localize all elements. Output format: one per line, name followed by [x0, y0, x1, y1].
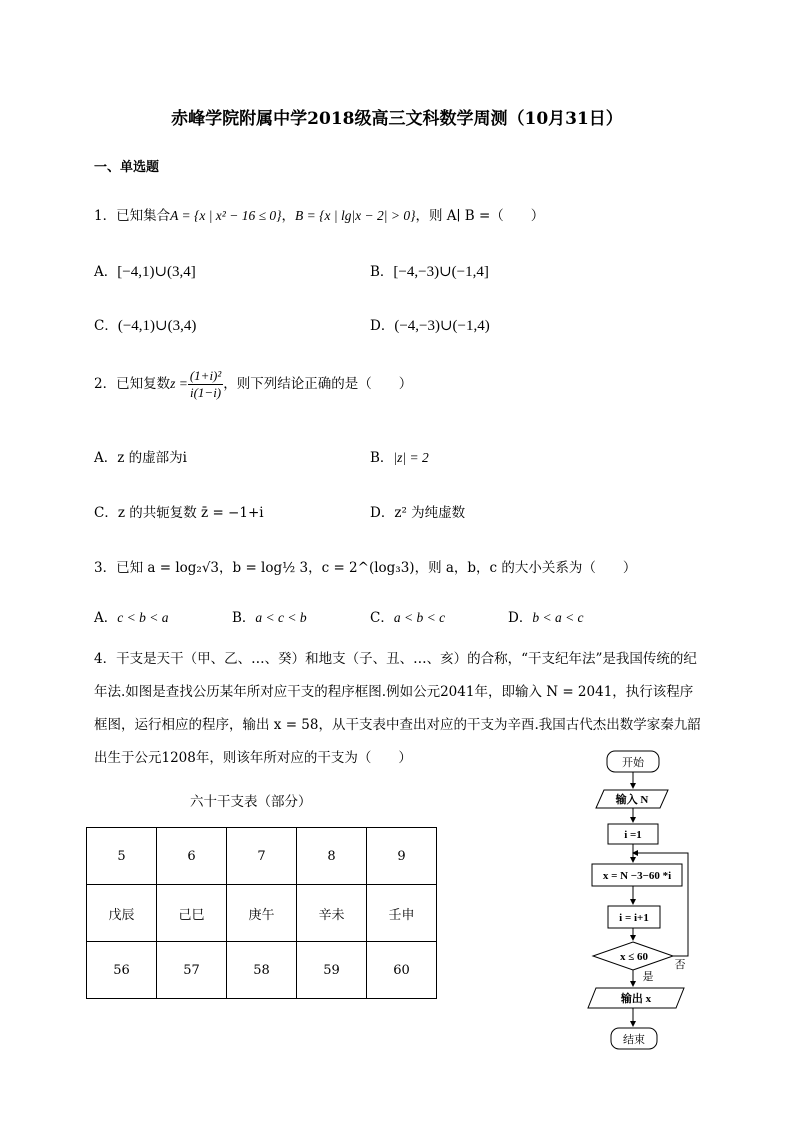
question-1: [94, 204, 544, 224]
question-2: [94, 368, 412, 401]
q2-option-d[interactable]: D．z² 为纯虚数: [370, 505, 466, 521]
table-row: [87, 885, 437, 942]
q3-option-a[interactable]: A．c < b < a: [94, 610, 169, 626]
q3-option-d[interactable]: D．b < a < c: [508, 610, 584, 626]
q3-option-c[interactable]: C．a < b < c: [370, 610, 446, 626]
q1-set-b: B = {x | lg|x − 2| > 0}: [295, 208, 416, 223]
flow-start-label: 开始: [622, 757, 644, 769]
q1-option-c[interactable]: C．(−4,1)∪(3,4): [94, 318, 197, 334]
table-cell: 60: [367, 942, 437, 999]
table-cell: 己巳: [157, 885, 227, 942]
q2-prefix: 2．已知复数: [94, 376, 171, 392]
ganzhi-table: [86, 827, 437, 999]
flow-init-label: i =1: [624, 829, 642, 841]
q1-comma: ，: [281, 208, 296, 224]
flow-yes-label: 是: [642, 971, 654, 983]
table-cell: 58: [227, 942, 297, 999]
flow-end-label: 结束: [623, 1034, 645, 1046]
table-row: [87, 942, 437, 999]
table-caption: 六十干支表（部分）: [190, 794, 312, 810]
flow-input-label: 输入 N: [615, 794, 649, 806]
table-cell: 9: [367, 828, 437, 885]
q1-option-a[interactable]: A．[−4,1)∪(3,4]: [94, 264, 196, 280]
section-heading: 一、单选题: [94, 160, 160, 175]
flowchart: [580, 745, 710, 1055]
q1-option-b[interactable]: B．[−4,−3)∪(−1,4]: [370, 264, 489, 280]
table-cell: 戊辰: [87, 885, 157, 942]
table-cell: 壬申: [367, 885, 437, 942]
question-4: 4．干支是天干（甲、乙、…、癸）和地支（子、丑、…、亥）的合称，“干支纪年法”是我国传统的纪年法.如图是查找公历某年所对应干支的程序框图.例如公元2041年，即输入 N = 2041，执行该程序框图，运行相应的程序，输出 x = 58，从干支表中查出对应的干支为辛酉.我国古代杰出数学家秦九韶出生于公元1208年，则该年所对应的干支为（ ）: [94, 651, 701, 766]
flow-no-label: 否: [674, 959, 686, 971]
page-title: 赤峰学院附属中学2018级高三文科数学周测（10月31日）: [171, 109, 623, 129]
table-cell: 6: [157, 828, 227, 885]
table-cell: 庚午: [227, 885, 297, 942]
question-3: 3．已知 a = log₂√3，b = log½ 3，c = 2^(log₃3)，则 a，b，c 的大小关系为（ ）: [94, 560, 637, 576]
flow-compute-label: x = N −3−60 *i: [602, 870, 672, 882]
table-cell: 辛未: [297, 885, 367, 942]
q1-set-a: A = {x | x² − 16 ≤ 0}: [170, 208, 282, 223]
table-cell: 56: [87, 942, 157, 999]
q2-option-c[interactable]: C．z 的共轭复数 z̄ = −1+i: [94, 505, 264, 521]
flow-output-label: 输出 x: [620, 993, 652, 1005]
q2-z: z =: [170, 376, 188, 391]
table-cell: 57: [157, 942, 227, 999]
q2-option-b[interactable]: B．|z| = 2: [370, 450, 429, 466]
flow-increment-label: i = i+1: [619, 912, 649, 924]
q2-option-a[interactable]: A．z 的虚部为i: [94, 450, 187, 466]
table-cell: 7: [227, 828, 297, 885]
table-cell: 59: [297, 942, 367, 999]
table-cell: 5: [87, 828, 157, 885]
q1-option-d[interactable]: D．(−4,−3)∪(−1,4): [370, 318, 490, 334]
q2-fraction: $\frac{\text{(1+i)²}}{i(1-i)}$: [189, 368, 222, 400]
q1-tail: ，则 A∣ B =（ ）: [415, 208, 545, 224]
q2-tail: ，则下列结论正确的是（ ）: [223, 376, 413, 392]
table-cell: 8: [297, 828, 367, 885]
flow-condition-label: x ≤ 60: [619, 951, 649, 963]
q1-prefix: 1．已知集合: [94, 208, 171, 224]
table-row: [87, 828, 437, 885]
q3-option-b[interactable]: B．a < c < b: [232, 610, 307, 626]
